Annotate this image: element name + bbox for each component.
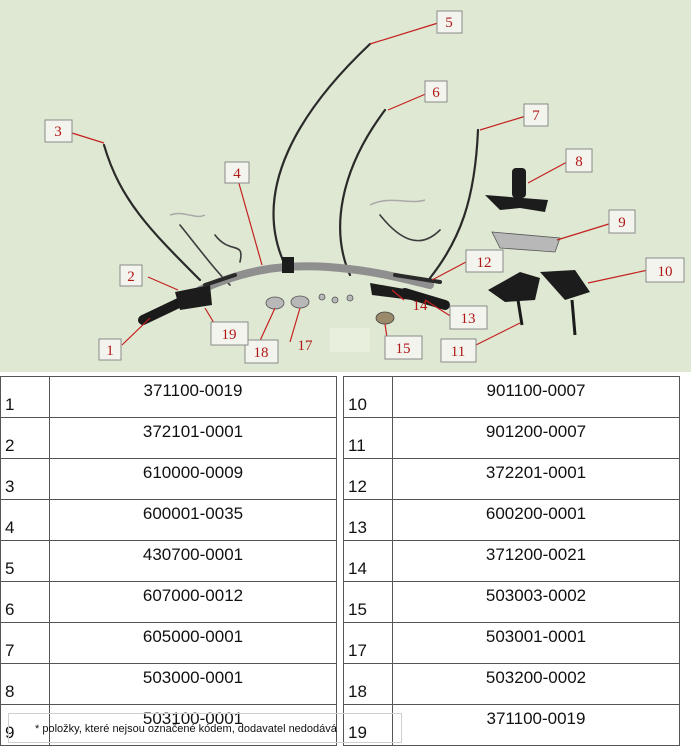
column-gap — [337, 418, 344, 459]
svg-text:14: 14 — [412, 298, 428, 314]
table-row — [1, 623, 680, 664]
svg-text:10: 10 — [657, 264, 673, 280]
column-gap — [337, 664, 344, 705]
cable-3 — [104, 145, 200, 280]
column-gap — [337, 459, 344, 500]
svg-text:19: 19 — [221, 327, 237, 343]
left-code-cell: 371100-0019 — [50, 377, 337, 418]
left-position-cell: 8 — [1, 664, 50, 705]
callout-5 — [437, 11, 462, 33]
left-position-cell: 3 — [1, 459, 50, 500]
svg-text:15: 15 — [395, 341, 411, 357]
svg-text:2: 2 — [127, 269, 135, 285]
right-position-cell: 19 — [344, 705, 393, 746]
footnote: * položky, které nejsou označené kódem, dodavatel nedodává — [8, 713, 402, 743]
left-code-cell: 503100-0001 — [50, 705, 337, 746]
svg-text:13: 13 — [460, 311, 476, 327]
bracket-8-stem — [512, 168, 526, 198]
callout-17 — [287, 333, 323, 355]
svg-text:5: 5 — [445, 15, 453, 31]
left-position-cell: 6 — [1, 582, 50, 623]
column-gap — [337, 500, 344, 541]
right-position-cell: 10 — [344, 377, 393, 418]
column-gap — [337, 377, 344, 418]
wire-right-a — [380, 215, 440, 241]
left-position-cell: 5 — [1, 541, 50, 582]
column-gap — [337, 582, 344, 623]
bolt-17c — [347, 295, 353, 301]
callout-4 — [225, 162, 249, 183]
callout-13 — [450, 306, 487, 329]
clamp-18b — [291, 296, 309, 308]
svg-text:18: 18 — [253, 345, 269, 361]
left-code-cell: 605000-0001 — [50, 623, 337, 664]
exploded-parts-diagram — [0, 0, 691, 372]
table-row — [1, 541, 680, 582]
column-gap — [337, 541, 344, 582]
left-code-cell: 607000-0012 — [50, 582, 337, 623]
table-row — [1, 582, 680, 623]
right-code-cell: 503200-0002 — [393, 664, 680, 705]
left-code-cell: 610000-0009 — [50, 459, 337, 500]
svg-text:12: 12 — [476, 255, 492, 271]
right-position-cell: 15 — [344, 582, 393, 623]
callout-10 — [646, 258, 684, 282]
mirror-left — [488, 272, 540, 302]
right-code-cell: 600200-0001 — [393, 500, 680, 541]
right-position-cell: 14 — [344, 541, 393, 582]
wire-left-b — [215, 235, 241, 262]
handlebar — [200, 266, 430, 290]
left-code-cell: 503000-0001 — [50, 664, 337, 705]
left-position-cell: 7 — [1, 623, 50, 664]
right-code-cell: 371200-0021 — [393, 541, 680, 582]
svg-text:11: 11 — [450, 344, 466, 360]
wire-grey-left — [170, 214, 205, 217]
plate-9 — [492, 232, 560, 252]
mirror-right — [540, 270, 590, 300]
mirror-left-stem — [518, 300, 522, 325]
svg-text:3: 3 — [54, 124, 62, 140]
table-row — [1, 664, 680, 705]
right-position-cell: 12 — [344, 459, 393, 500]
callout-18 — [245, 340, 278, 363]
svg-text:9: 9 — [618, 215, 626, 231]
callout-8 — [566, 149, 592, 172]
callout-14 — [404, 294, 437, 315]
parts-table — [0, 376, 680, 746]
right-code-cell: 372201-0001 — [393, 459, 680, 500]
right-position-cell: 11 — [344, 418, 393, 459]
callout-7 — [524, 104, 548, 126]
callout-2 — [120, 265, 142, 286]
left-position-cell: 9 — [1, 705, 50, 746]
cable-6 — [340, 110, 385, 275]
svg-text:8: 8 — [575, 154, 583, 170]
nut-15 — [376, 312, 394, 324]
svg-text:17: 17 — [297, 338, 313, 354]
left-code-cell: 430700-0001 — [50, 541, 337, 582]
left-code-cell: 372101-0001 — [50, 418, 337, 459]
mirror-right-stem — [572, 300, 575, 335]
callout-1 — [99, 339, 121, 360]
right-code-cell: 901100-0007 — [393, 377, 680, 418]
svg-text:1: 1 — [106, 343, 114, 359]
callout-11 — [441, 339, 476, 362]
throttle-clamp — [282, 257, 294, 273]
left-code-cell: 600001-0035 — [50, 500, 337, 541]
clamp-18a — [266, 297, 284, 309]
wire-grey-right — [370, 200, 425, 205]
callout-15 — [385, 336, 422, 359]
table-row — [1, 459, 680, 500]
left-position-cell: 4 — [1, 500, 50, 541]
column-gap — [337, 623, 344, 664]
left-switch — [175, 285, 212, 310]
wire-left-a — [180, 225, 230, 285]
right-position-cell: 17 — [344, 623, 393, 664]
table-row — [1, 418, 680, 459]
callout-9 — [609, 210, 635, 233]
bolt-17b — [332, 297, 338, 303]
bolt-17a — [319, 294, 325, 300]
left-position-cell: 1 — [1, 377, 50, 418]
table-row — [1, 500, 680, 541]
right-code-cell: 371100-0019 — [393, 705, 680, 746]
table-row — [1, 377, 680, 418]
right-code-cell: 503003-0002 — [393, 582, 680, 623]
callout-3 — [45, 120, 72, 142]
svg-text:4: 4 — [233, 166, 241, 182]
right-code-cell: 901200-0007 — [393, 418, 680, 459]
left-position-cell: 2 — [1, 418, 50, 459]
right-code-cell: 503001-0001 — [393, 623, 680, 664]
light-patch — [330, 328, 370, 352]
right-position-cell: 13 — [344, 500, 393, 541]
svg-text:6: 6 — [432, 85, 440, 101]
cable-5 — [274, 44, 370, 265]
callout-6 — [425, 81, 447, 102]
svg-text:7: 7 — [532, 108, 540, 124]
right-position-cell: 18 — [344, 664, 393, 705]
callout-12 — [466, 250, 503, 272]
diagram-canvas — [0, 0, 691, 372]
callout-19 — [211, 322, 248, 345]
